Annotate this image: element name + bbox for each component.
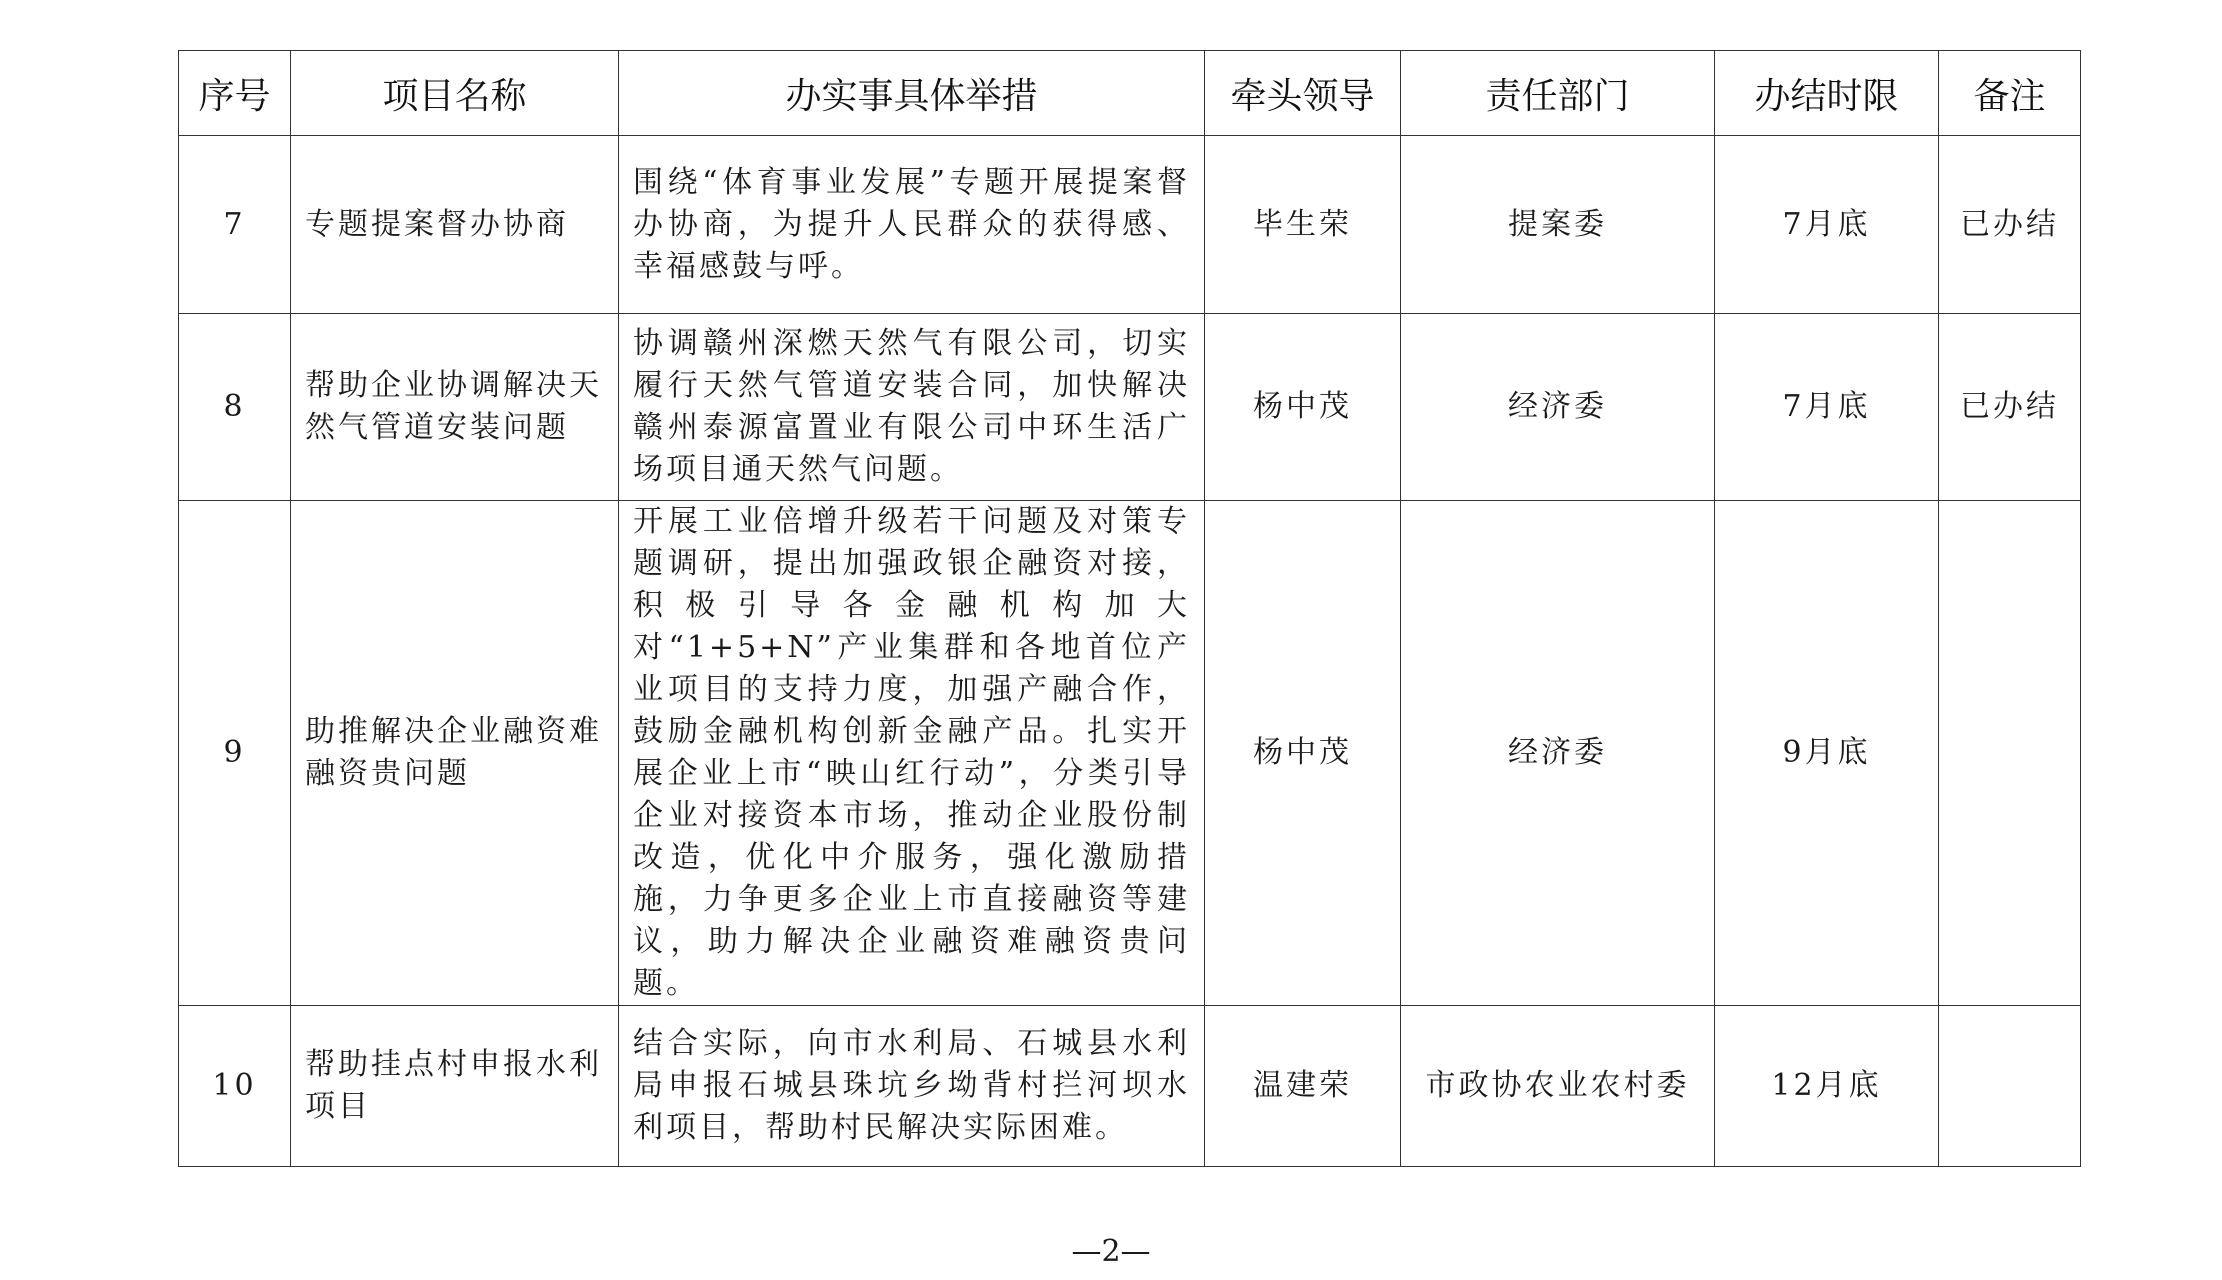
cell-name: 助推解决企业融资难融资贵问题 [291, 501, 619, 1006]
cell-index: 7 [179, 136, 291, 314]
cell-remarks [1939, 501, 2081, 1006]
cell-deadline: 9月底 [1715, 501, 1939, 1006]
header-name: 项目名称 [291, 51, 619, 136]
cell-deadline: 7月底 [1715, 136, 1939, 314]
cell-department: 经济委 [1401, 314, 1715, 501]
cell-leader: 杨中茂 [1205, 314, 1401, 501]
header-department: 责任部门 [1401, 51, 1715, 136]
cell-name: 帮助挂点村申报水利项目 [291, 1006, 619, 1167]
table-row [179, 136, 2081, 314]
cell-remarks: 已办结 [1939, 136, 2081, 314]
cell-name: 帮助企业协调解决天然气管道安装问题 [291, 314, 619, 501]
cell-deadline: 12月底 [1715, 1006, 1939, 1167]
header-measures: 办实事具体举措 [619, 51, 1205, 136]
cell-index: 8 [179, 314, 291, 501]
cell-department: 提案委 [1401, 136, 1715, 314]
cell-measures: 结合实际，向市水利局、石城县水利局申报石城县珠坑乡坳背村拦河坝水利项目，帮助村民解决实际困难。 [619, 1006, 1205, 1167]
header-row [179, 51, 2081, 136]
table-body [179, 136, 2081, 1167]
table-row [179, 1006, 2081, 1167]
table-row [179, 501, 2081, 1006]
cell-measures: 围绕“体育事业发展”专题开展提案督办协商，为提升人民群众的获得感、幸福感鼓与呼。 [619, 136, 1205, 314]
cell-index: 9 [179, 501, 291, 1006]
cell-department: 经济委 [1401, 501, 1715, 1006]
header-deadline: 办结时限 [1715, 51, 1939, 136]
table-row [179, 314, 2081, 501]
cell-leader: 毕生荣 [1205, 136, 1401, 314]
cell-index: 10 [179, 1006, 291, 1167]
header-leader: 牵头领导 [1205, 51, 1401, 136]
cell-remarks: 已办结 [1939, 314, 2081, 501]
header-remarks: 备注 [1939, 51, 2081, 136]
cell-measures: 协调赣州深燃天然气有限公司，切实履行天然气管道安装合同，加快解决赣州泰源富置业有限公司中环生活广场项目通天然气问题。 [619, 314, 1205, 501]
header-index: 序号 [179, 51, 291, 136]
page-number: —2— [1071, 1234, 1151, 1269]
cell-deadline: 7月底 [1715, 314, 1939, 501]
table-header [179, 51, 2081, 136]
cell-leader: 温建荣 [1205, 1006, 1401, 1167]
cell-remarks [1939, 1006, 2081, 1167]
document-page [178, 50, 2080, 1167]
cell-name: 专题提案督办协商 [291, 136, 619, 314]
cell-department: 市政协农业农村委 [1401, 1006, 1715, 1167]
cell-leader: 杨中茂 [1205, 501, 1401, 1006]
task-table [178, 50, 2081, 1167]
cell-measures: 开展工业倍增升级若干问题及对策专题调研，提出加强政银企融资对接，积极引导各金融机构加大对“1+5+N”产业集群和各地首位产业项目的支持力度，加强产融合作，鼓励金融机构创新金融产品。扎实开展企业上市“映山红行动”，分类引导企业对接资本市场，推动企业股份制改造，优化中介服务，强化激励措施，力争更多企业上市直接融资等建议，助力解决企业融资难融资贵问题。 [619, 501, 1205, 1006]
